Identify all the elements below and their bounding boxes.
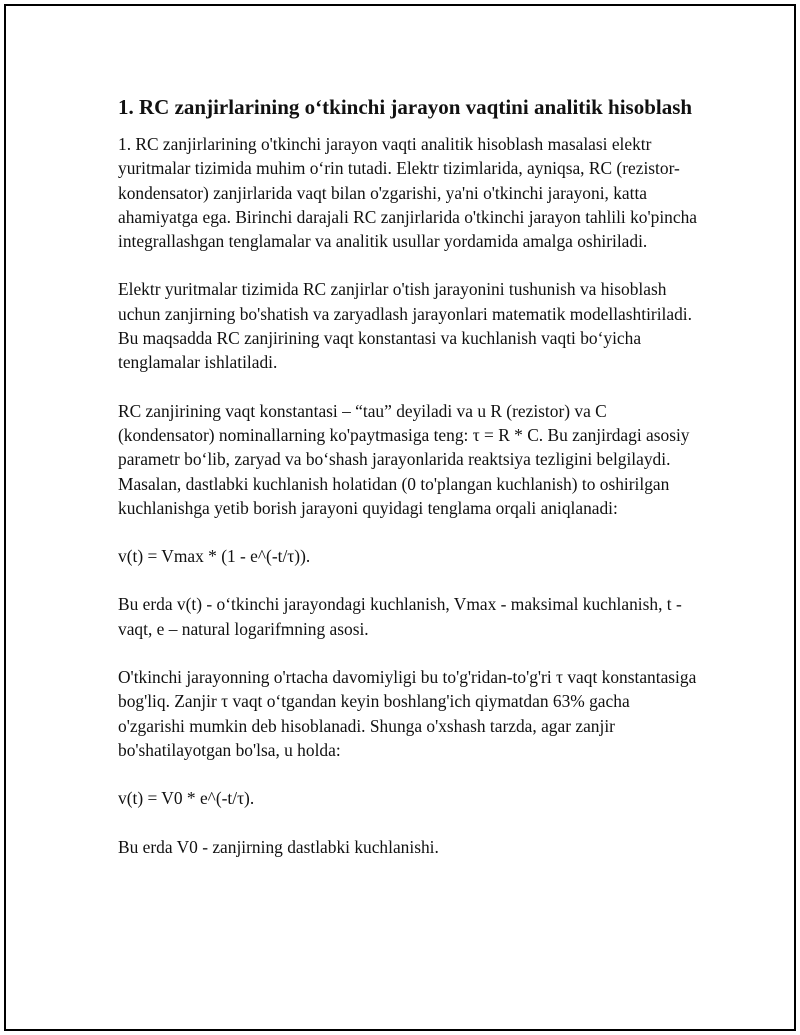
formula-discharging: v(t) = V0 * e^(-t/τ).	[118, 788, 255, 809]
paragraph-intro: 1. RC zanjirlarining o'tkinchi jarayon vaqti analitik hisoblash masalasi elektr yuritmalar tizimida muhim o‘rin tutadi. Elektr tizimlarida, ayniqsa, RC (rezistor-kondensator) zanjirlarida vaqt bilan o'zgarishi, ya'ni o'tkinchi jarayoni, katta ahamiyatga ega. Birinchi darajali RC zanjirlarida o'tkinchi jarayon tahlili ko'pincha integrallashgan tenglamalar va analitik usullar yordamida amalga oshiriladi.	[118, 134, 697, 252]
document-body	[118, 92, 698, 859]
paragraph-discharging-legend: Bu erda V0 - zanjirning dastlabki kuchlanishi.	[118, 836, 439, 857]
formula-charging: v(t) = Vmax * (1 - e^(-t/τ)).	[118, 546, 311, 567]
paragraph-duration: O'tkinchi jarayonning o'rtacha davomiyligi bu to'g'ridan-to'g'ri τ vaqt konstantasiga bog'liq. Zanjir τ vaqt o‘tgandan keyin boshlang'ich qiymatdan 63% gacha o'zgarishi mumkin deb hisoblanadi. Shunga o'xshash tarzda, agar zanjir bo'shatilayotgan bo'lsa, u holda:	[118, 667, 697, 760]
paragraph-time-constant: RC zanjirining vaqt konstantasi – “tau” deyiladi va u R (rezistor) va C (kondensator) nominallarning ko'paytmasiga teng: τ = R * C. Bu zanjirdagi asosiy parametr bo‘lib, zaryad va bo‘shash jarayonlarida reaktsiya tezligini belgilaydi. Masalan, dastlabki kuchlanish holatidan (0 to'plangan kuchlanish) to oshirilgan kuchlanishga yetib borish jarayoni quyidagi tenglama orqali aniqlanadi:	[118, 400, 690, 518]
paragraph-charging-legend: Bu erda v(t) - o‘tkinchi jarayondagi kuchlanish, Vmax - maksimal kuchlanish, t - vaqt, e – natural logarifmning asosi.	[118, 594, 682, 639]
paragraph-modeling: Elektr yuritmalar tizimida RC zanjirlar o'tish jarayonini tushunish va hisoblash uchun zanjirning bo'shatish va zaryadlash jarayonlari matematik modellashtiriladi. Bu maqsadda RC zanjirining vaqt konstantasi va kuchlanish vaqti bo‘yicha tenglamalar ishlatiladi.	[118, 279, 692, 373]
section-heading: 1. RC zanjirlarining o‘tkinchi jarayon vaqtini analitik hisoblash	[118, 95, 693, 119]
